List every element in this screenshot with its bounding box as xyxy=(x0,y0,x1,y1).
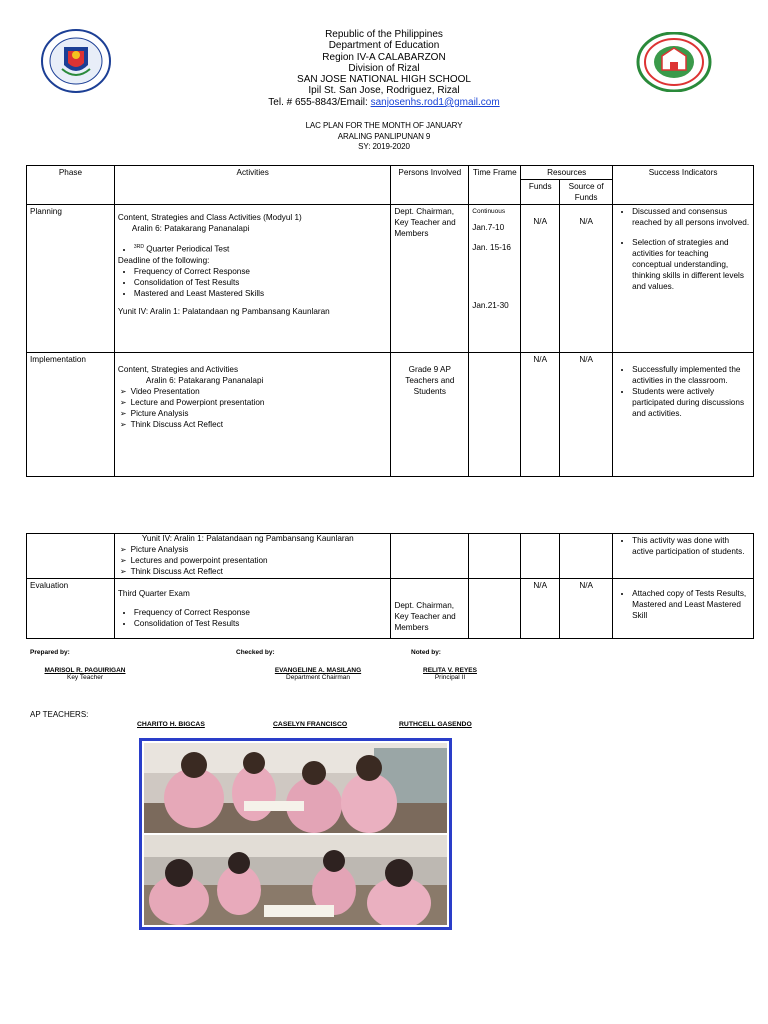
activity-line: Yunit IV: Aralin 1: Palatandaan ng Pambansang Kaunlaran xyxy=(117,306,330,316)
quarter-list xyxy=(118,242,387,255)
signatory-name: RELITA V. REYES xyxy=(423,667,477,674)
header-time-frame: Time Frame xyxy=(469,166,521,205)
list-item: • Selection of strategies and activities for teaching conceptual understanding, thinking skills in different levels and values. xyxy=(632,237,750,292)
list-item: • Consolidation of Test Results xyxy=(134,618,388,629)
activities-cell xyxy=(114,534,391,579)
funds-cell: N/A xyxy=(521,353,560,477)
signatory-name: MARISOL R. PAGUIRIGAN xyxy=(44,667,126,674)
list-item: ➢ Lecture and Powerpiont presentation xyxy=(132,397,387,408)
list-item: • Students were actively participated during discussions and activities. xyxy=(632,386,750,419)
activity-line: Deadline of the following: xyxy=(117,255,210,265)
list-item: • Consolidation of Test Results xyxy=(134,277,387,288)
school-logo xyxy=(636,32,712,92)
title-line: SY: 2019-2020 xyxy=(358,142,410,151)
funds-cell: N/A xyxy=(521,205,560,353)
prepared-label: Prepared by: xyxy=(30,649,70,656)
phase-cell: Implementation xyxy=(27,353,115,477)
time-cell xyxy=(469,353,521,477)
source-cell: N/A xyxy=(560,579,613,639)
funds-cell: N/A xyxy=(521,579,560,639)
header-resources: Resources xyxy=(521,166,613,180)
signatory-noted xyxy=(415,667,485,681)
teacher-name: CASELYN FRANCISCO xyxy=(273,721,348,728)
activities-cell xyxy=(114,205,390,353)
header-phase: Phase xyxy=(27,166,115,205)
list-item: • Frequency of Correct Response xyxy=(134,266,387,277)
row-continued xyxy=(27,534,754,579)
list-item: • Mastered and Least Mastered Skills xyxy=(134,288,387,299)
header-line: Department of Education xyxy=(328,40,440,52)
header-line: SAN JOSE NATIONAL HIGH SCHOOL xyxy=(297,74,471,86)
list-item: ➢ Picture Analysis xyxy=(132,408,387,419)
activity-line: Content, Strategies and Class Activities (Modyul 1) xyxy=(117,213,302,222)
photo-bottom xyxy=(144,835,447,925)
list-item: ➢ Lectures and powerpoint presentation xyxy=(132,555,388,566)
signatory-role: Key Teacher xyxy=(66,674,103,681)
email-link[interactable]: sanjosenhs.rod1@gmail.com xyxy=(370,96,500,108)
activity-line: Content, Strategies and Activities xyxy=(117,365,239,374)
success-cell xyxy=(613,534,754,579)
teacher-name: CHARITO H. BIGCAS xyxy=(137,721,205,728)
deadline-list xyxy=(118,266,387,299)
activity-line: Third Quarter Exam xyxy=(117,589,190,598)
success-cell xyxy=(613,353,754,477)
letterhead xyxy=(200,29,568,108)
persons-cell: Grade 9 AP Teachers and Students xyxy=(391,353,469,477)
phase-cell xyxy=(27,534,115,579)
deped-seal-logo xyxy=(40,29,112,93)
list-item: ➢ Think Discuss Act Reflect xyxy=(132,566,388,577)
success-list xyxy=(616,364,750,419)
teacher-name: RUTHCELL GASENDO xyxy=(399,721,472,728)
noted-label: Noted by: xyxy=(411,649,441,656)
list-item: ➢ Think Discuss Act Reflect xyxy=(132,419,387,430)
document-title xyxy=(200,121,568,153)
header-line: Region IV-A CALABARZON xyxy=(322,51,446,63)
list-item: • This activity was done with active participation of students. xyxy=(632,535,750,557)
success-list xyxy=(616,535,750,557)
activity-line: Aralin 6: Patakarang Pananalapi xyxy=(145,376,264,385)
activity-arrow-list xyxy=(118,544,388,577)
persons-cell: Dept. Chairman, Key Teacher and Members xyxy=(391,579,469,639)
title-line: ARALING PANLIPUNAN 9 xyxy=(337,131,431,141)
checked-label: Checked by: xyxy=(236,649,275,656)
list-item: • $^{3RD}$ Quarter Periodical Test xyxy=(134,242,387,255)
source-cell: N/A xyxy=(560,205,613,353)
signatory-role: Department Chairman xyxy=(286,674,350,681)
signatory-prepared xyxy=(40,667,130,681)
activities-cell xyxy=(114,353,390,477)
evaluation-list xyxy=(118,607,388,629)
time-cell: Continuous Jan.7-10 Jan. 15-16 Jan.21-30 xyxy=(469,205,521,353)
header-line: Ipil St. San Jose, Rodriguez, Rizal xyxy=(308,85,460,97)
teachers-label: AP TEACHERS: xyxy=(30,710,89,719)
signatory-name: EVANGELINE A. MASILANG xyxy=(274,667,362,674)
activity-line: Yunit IV: Aralin 1: Palatandaan ng Pambansang Kaunlaran xyxy=(141,534,354,543)
title-line: LAC PLAN FOR THE MONTH OF JANUARY xyxy=(305,121,463,130)
header-funds: Funds xyxy=(521,180,560,205)
phase-cell: Planning xyxy=(27,205,115,353)
signatory-role: Principal II xyxy=(434,674,466,681)
list-item: ➢ Video Presentation xyxy=(132,386,387,397)
activity-arrow-list xyxy=(118,386,387,430)
header-activities: Activities xyxy=(114,166,390,205)
photo-collage xyxy=(139,738,452,930)
row-evaluation xyxy=(27,579,754,639)
lac-plan-table-continued xyxy=(26,533,754,639)
row-implementation xyxy=(27,353,754,477)
list-item: • Discussed and consensus reached by all persons involved. xyxy=(632,206,750,228)
header-success: Success Indicators xyxy=(613,166,754,205)
header-line: Division of Rizal xyxy=(348,62,420,74)
success-list xyxy=(616,206,750,292)
header-persons: Persons Involved xyxy=(391,166,469,205)
success-list xyxy=(616,588,750,621)
success-cell xyxy=(613,205,754,353)
phase-cell: Evaluation xyxy=(27,579,115,639)
time-cell xyxy=(469,579,521,639)
persons-cell: Dept. Chairman, Key Teacher and Members xyxy=(391,205,469,353)
list-item: • Successfully implemented the activities in the classroom. xyxy=(632,364,750,386)
activities-cell xyxy=(114,579,391,639)
row-planning xyxy=(27,205,754,353)
photo-top xyxy=(144,743,447,833)
lac-plan-table xyxy=(26,165,754,477)
header-contact xyxy=(200,97,568,108)
activity-line: Aralin 6: Patakarang Pananalapi xyxy=(131,224,250,233)
list-item: ➢ Picture Analysis xyxy=(132,544,388,555)
header-source: Source of Funds xyxy=(560,180,613,205)
list-item: • Frequency of Correct Response xyxy=(134,607,388,618)
list-item: • Attached copy of Tests Results, Mastered and Least Mastered Skill xyxy=(632,588,750,621)
signatory-checked xyxy=(268,667,368,681)
table-header-row xyxy=(27,166,754,180)
source-cell: N/A xyxy=(560,353,613,477)
success-cell xyxy=(613,579,754,639)
header-line: Republic of the Philippines xyxy=(325,29,443,40)
tel-text: Tel. # 655-8843/Email: xyxy=(268,96,371,108)
